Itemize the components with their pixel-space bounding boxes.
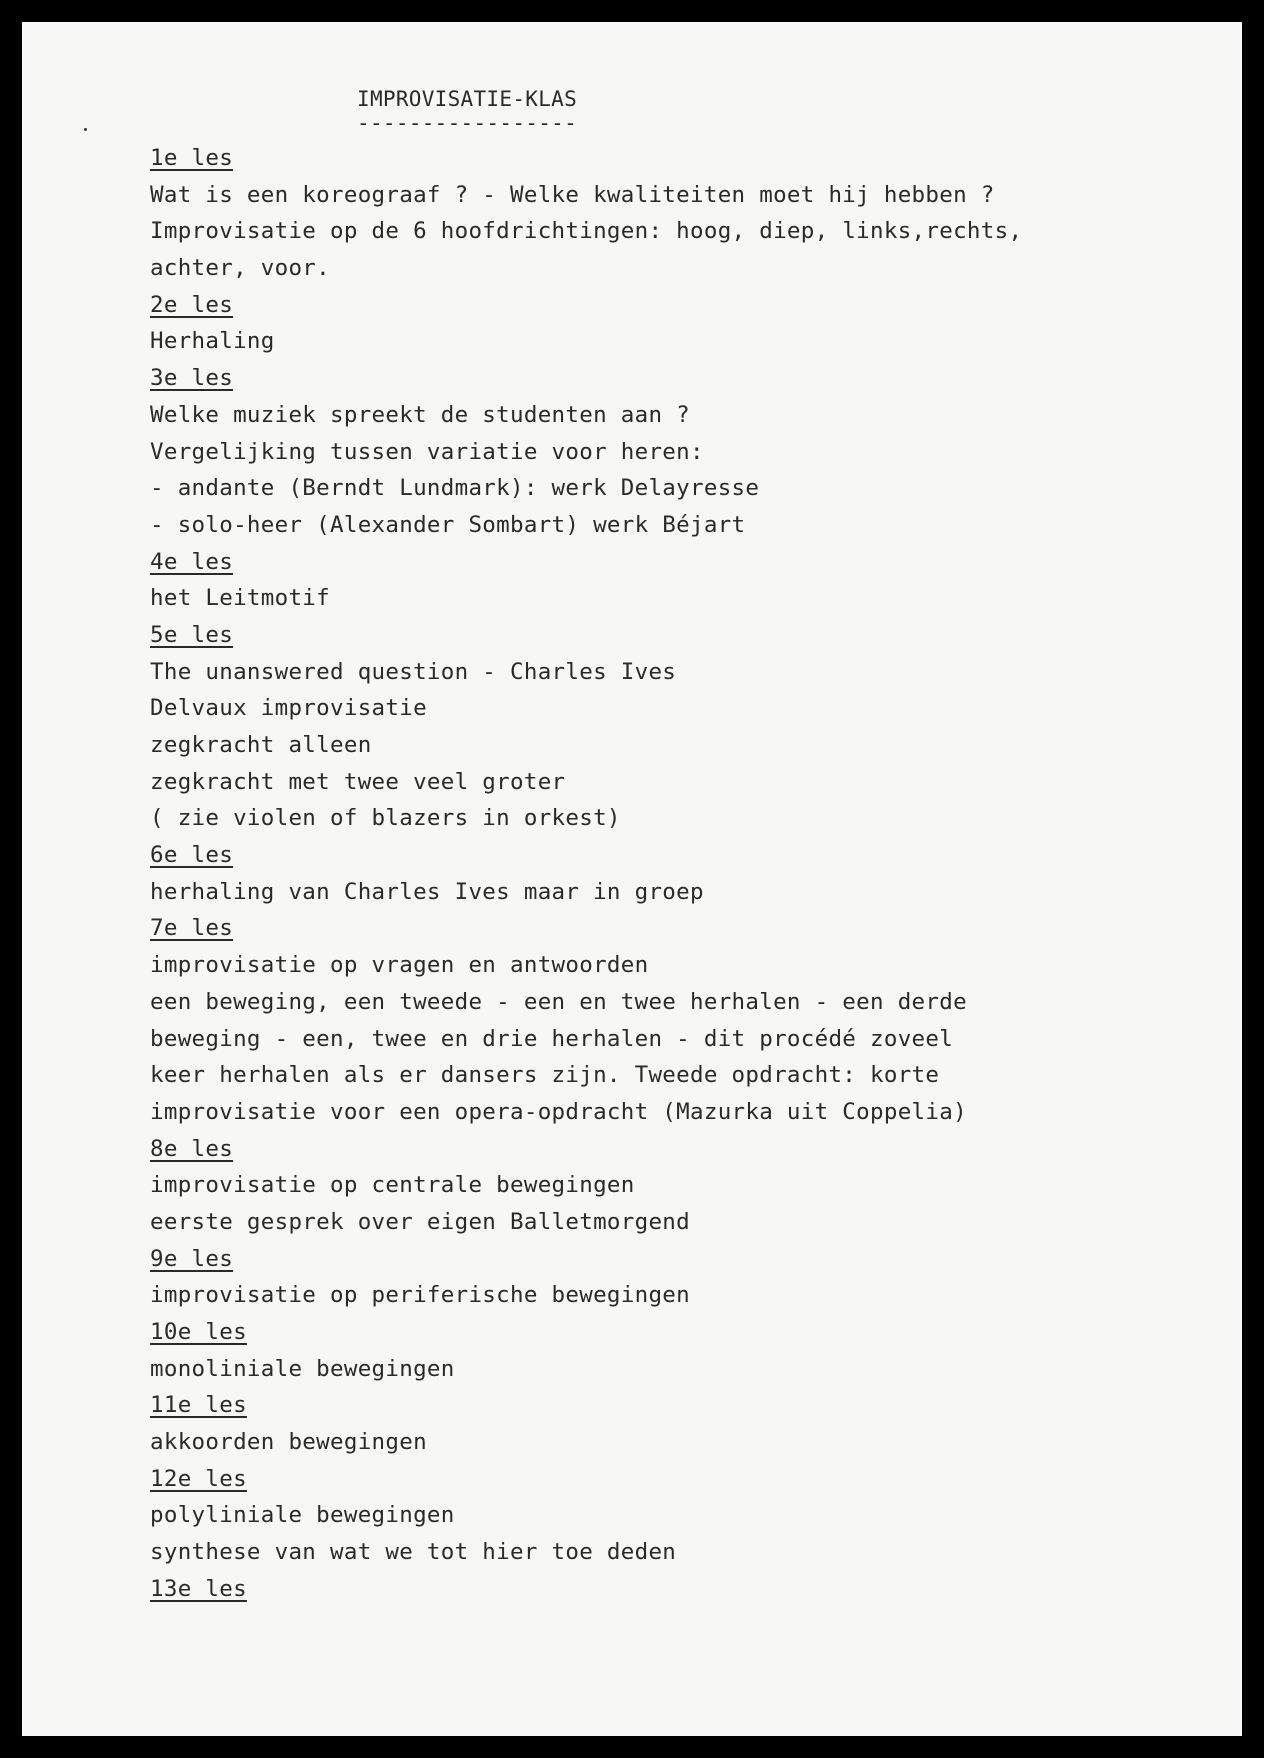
lesson-text-line: improvisatie voor een opera-opdracht (Mazurka uit Coppelia) bbox=[150, 1098, 967, 1125]
lesson-text-line: het Leitmotif bbox=[150, 585, 330, 612]
lesson-section bbox=[150, 1314, 1210, 1387]
lesson-section bbox=[150, 1131, 1210, 1241]
lesson-text-line: ( zie violen of blazers in orkest) bbox=[150, 805, 621, 832]
lesson-section bbox=[150, 1241, 1210, 1314]
lesson-text-line: - andante (Berndt Lundmark): werk Delayresse bbox=[150, 475, 760, 502]
lesson-heading: 9e les bbox=[150, 1245, 234, 1272]
lesson-text-line: Welke muziek spreekt de studenten aan ? bbox=[150, 401, 690, 428]
lesson-text-line: Delvaux improvisatie bbox=[150, 695, 427, 722]
lesson-heading: 4e les bbox=[150, 548, 234, 575]
lesson-section bbox=[150, 544, 1210, 617]
lesson-text-line: - solo-heer (Alexander Sombart) werk Béjart bbox=[150, 511, 746, 538]
lesson-heading: 6e les bbox=[150, 842, 234, 869]
title-block bbox=[357, 82, 578, 135]
lesson-heading: 11e les bbox=[150, 1392, 247, 1419]
lesson-text-line: improvisatie op vragen en antwoorden bbox=[150, 952, 649, 979]
lesson-section bbox=[150, 360, 1210, 543]
lesson-text-line: Herhaling bbox=[150, 328, 275, 355]
lesson-list bbox=[150, 140, 1210, 1608]
lesson-text-line: polyliniale bewegingen bbox=[150, 1502, 455, 1529]
lesson-section bbox=[150, 140, 1210, 287]
lesson-text-line: Wat is een koreograaf ? - Welke kwaliteiten moet hij hebben ? bbox=[150, 181, 995, 208]
lesson-heading: 2e les bbox=[150, 291, 234, 318]
lesson-section bbox=[150, 287, 1210, 360]
lesson-text-line: herhaling van Charles Ives maar in groep bbox=[150, 878, 704, 905]
lesson-text-line: achter, voor. bbox=[150, 255, 330, 282]
lesson-heading: 10e les bbox=[150, 1319, 247, 1345]
lesson-heading: 8e les bbox=[150, 1135, 234, 1162]
lesson-text-line: eerste gesprek over eigen Balletmorgend bbox=[150, 1208, 690, 1235]
lesson-text-line: zegkracht met twee veel groter bbox=[150, 768, 566, 795]
document-page bbox=[22, 22, 1242, 1736]
lesson-heading: 7e les bbox=[150, 915, 234, 942]
lesson-text-line: keer herhalen als er dansers zijn. Tweede opdracht: korte bbox=[150, 1062, 940, 1089]
lesson-text-line: improvisatie op centrale bewegingen bbox=[150, 1172, 635, 1199]
lesson-section bbox=[150, 837, 1210, 910]
lesson-text-line: improvisatie op periferische bewegingen bbox=[150, 1282, 690, 1309]
lesson-text-line: Improvisatie op de 6 hoofdrichtingen: hoog, diep, links,rechts, bbox=[150, 218, 1023, 245]
lesson-heading: 3e les bbox=[150, 365, 234, 392]
lesson-section bbox=[150, 1571, 1210, 1608]
lesson-section bbox=[150, 1387, 1210, 1460]
lesson-text-line: Vergelijking tussen variatie voor heren: bbox=[150, 438, 704, 465]
lesson-text-line: beweging - een, twee en drie herhalen - dit procédé zoveel bbox=[150, 1025, 954, 1052]
lesson-text-line: een beweging, een tweede - een en twee herhalen - een derde bbox=[150, 988, 967, 1015]
lesson-text-line: monoliniale bewegingen bbox=[150, 1355, 455, 1382]
lesson-section bbox=[150, 617, 1210, 837]
lesson-text-line: synthese van wat we tot hier toe deden bbox=[150, 1539, 677, 1566]
lesson-section bbox=[150, 910, 1210, 1130]
lesson-heading: 12e les bbox=[150, 1465, 247, 1492]
lesson-heading: 1e les bbox=[150, 145, 234, 171]
page-title: IMPROVISATIE-KLAS bbox=[357, 87, 578, 111]
lesson-text-line: zegkracht alleen bbox=[150, 732, 372, 758]
paper-speck bbox=[84, 128, 87, 131]
lesson-text-line: akkoorden bewegingen bbox=[150, 1429, 427, 1456]
lesson-heading: 13e les bbox=[150, 1575, 247, 1602]
lesson-text-line: The unanswered question - Charles Ives bbox=[150, 658, 677, 685]
lesson-section bbox=[150, 1461, 1210, 1571]
title-underline: ----------------- bbox=[357, 111, 578, 135]
lesson-heading: 5e les bbox=[150, 621, 234, 648]
